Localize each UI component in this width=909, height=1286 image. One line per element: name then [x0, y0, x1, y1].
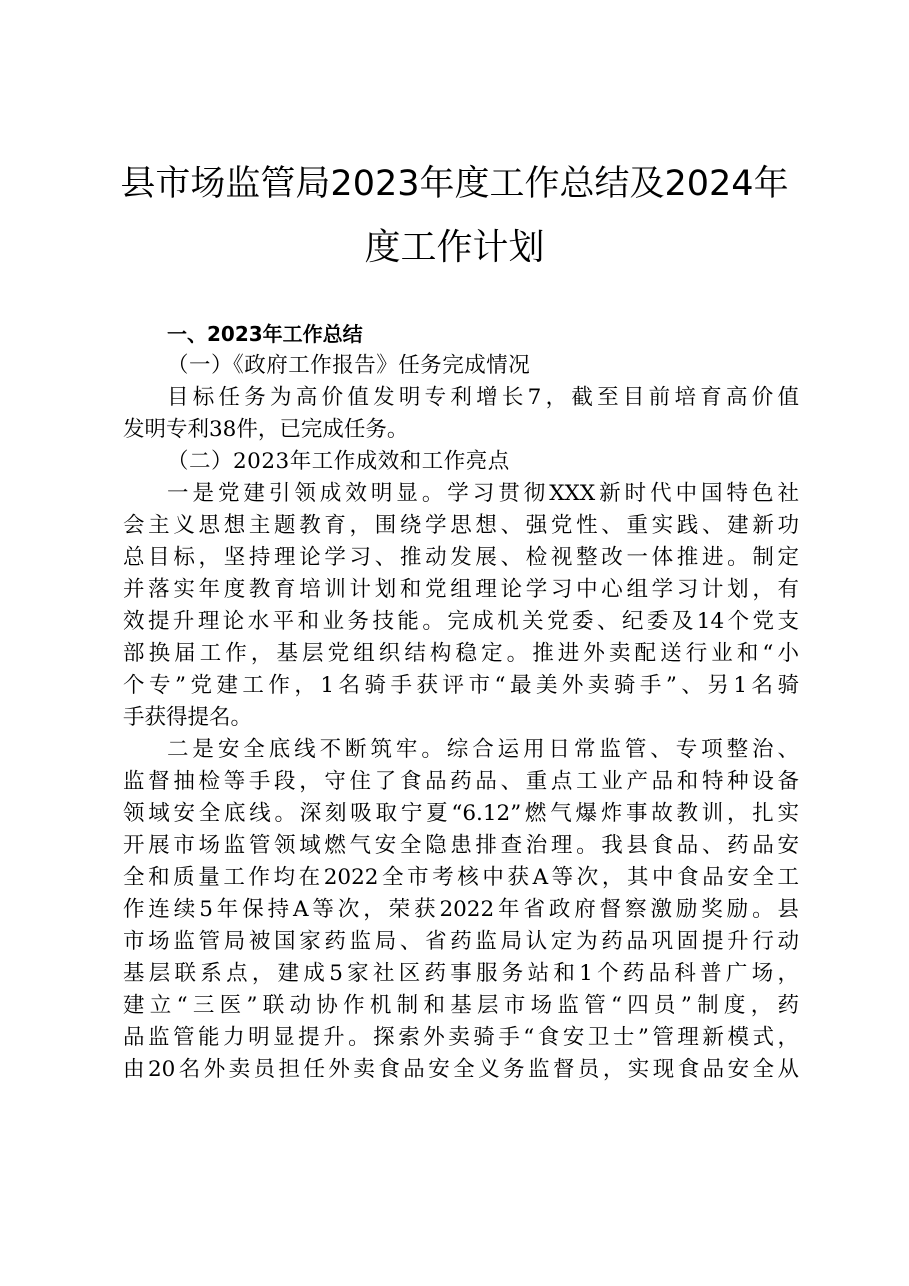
paragraph-line: 效提升理论水平和业务技能。完成机关党委、纪委及14个党支	[123, 609, 799, 634]
paragraph-party-building	[123, 478, 799, 734]
paragraph-line: 个专”党建工作，1名骑手获评市“最美外卖骑手”、另1名骑	[123, 673, 799, 698]
paragraph-line: 目标任务为高价值发明专利增长7，截至目前培育高价值	[167, 385, 799, 410]
paragraph-line: 并落实年度教育培训计划和党组理论学习中心组学习计划，有	[123, 577, 799, 602]
paragraph-patent-target	[123, 382, 799, 446]
subsection-heading-achievements: （二）2023年工作成效和工作亮点	[167, 449, 510, 474]
document-body	[123, 318, 799, 1086]
paragraph-line: 会主义思想主题教育，围绕学思想、强党性、重实践、建新功	[123, 513, 799, 538]
paragraph-line: 部换届工作，基层党组织结构稳定。推进外卖配送行业和“小	[123, 641, 799, 666]
paragraph-line: 手获得提名。	[123, 705, 253, 730]
paragraph-line: 市场监管局被国家药监局、省药监局认定为药品巩固提升行动	[123, 929, 799, 954]
document-title-line-2: 度工作计划	[364, 227, 545, 268]
paragraph-line: 一是党建引领成效明显。学习贯彻XXX新时代中国特色社	[167, 481, 799, 506]
paragraph-line: 开展市场监管领域燃气安全隐患排查治理。我县食品、药品安	[123, 833, 799, 858]
paragraph-line: 全和质量工作均在2022全市考核中获A等次，其中食品安全工	[123, 865, 799, 890]
document-title-line-1: 县市场监管局2023年度工作总结及2024年	[120, 164, 789, 204]
paragraph-line: 发明专利38件，已完成任务。	[123, 417, 409, 442]
paragraph-line: 监督抽检等手段，守住了食品药品、重点工业产品和特种设备	[123, 769, 799, 794]
paragraph-safety-bottom-line	[123, 734, 799, 1086]
paragraph-line: 品监管能力明显提升。探索外卖骑手“食安卫士”管理新模式，	[123, 1025, 799, 1050]
subsection-heading-gov-report: （一）《政府工作报告》任务完成情况	[167, 353, 531, 378]
paragraph-line: 二是安全底线不断筑牢。综合运用日常监管、专项整治、	[167, 737, 799, 762]
paragraph-line: 作连续5年保持A等次，荣获2022年省政府督察激励奖励。县	[123, 897, 799, 922]
paragraph-line: 基层联系点，建成5家社区药事服务站和1个药品科普广场，	[123, 961, 799, 986]
paragraph-line: 建立“三医”联动协作机制和基层市场监管“四员”制度，药	[123, 993, 799, 1018]
paragraph-line: 总目标，坚持理论学习、推动发展、检视整改一体推进。制定	[123, 545, 799, 570]
paragraph-line: 领域安全底线。深刻吸取宁夏“6.12”燃气爆炸事故教训，扎实	[123, 801, 799, 826]
section-heading-work-summary: 一、2023年工作总结	[167, 322, 363, 346]
paragraph-line: 由20名外卖员担任外卖食品安全义务监督员，实现食品安全从	[123, 1057, 799, 1082]
